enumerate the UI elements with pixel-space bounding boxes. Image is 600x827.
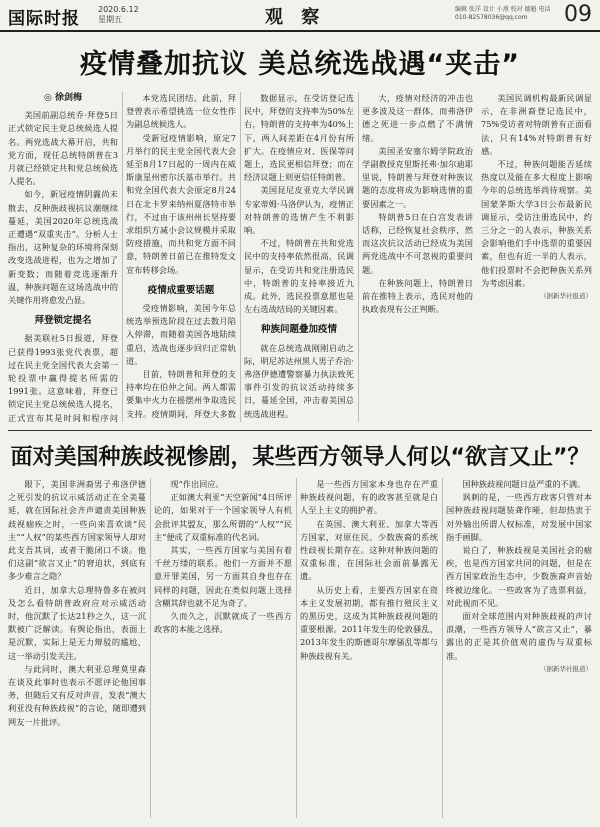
column-divider — [358, 92, 359, 422]
article2-col1 — [8, 478, 146, 818]
column-divider — [122, 92, 123, 422]
paragraph: 在种族问题上，特朗普日前在推特上表示，选民对他的执政表现有公正判断。 — [362, 277, 473, 315]
page-header — [0, 0, 600, 32]
paragraph: 受疫情影响，美国今年总统选举预选阶段在过去数月陷入停滞，而随着美国各地陆续重启，选战也逐步回归正常轨道。 — [126, 303, 236, 366]
paragraph: 美国圣安塞尔姆学院政治学副教授克里斯托弗·加尔迪耶里说，特朗普与拜登对种族议题的态度将成为影响选情的重要因素之一。 — [362, 145, 473, 209]
article2-headline: 面对美国种族歧视惨剧，某些西方领导人何以“欲言又止”？ — [10, 445, 590, 470]
column-divider — [296, 478, 297, 818]
subhead-nomination: 拜登锁定提名 — [34, 315, 92, 327]
paragraph: 美国昆尼皮亚克大学民调专家蒂姆·马洛伊认为，疫情正对特朗普的选情产生不利影响。 — [244, 185, 354, 236]
source-note: （据新华社报道） — [540, 664, 592, 673]
article2-col4 — [446, 478, 592, 818]
source-note: （据新华社报道） — [540, 292, 592, 301]
article1-col3 — [244, 92, 354, 422]
column-divider — [442, 478, 443, 818]
paragraph: 美国民调机构最新民调显示，在非洲裔登记选民中，75%受访者对特朗普有正面看法，只有14%对特朗普有好感。 — [481, 93, 592, 156]
paragraph: 从历史上看，主要西方国家在资本主义发展初期，都有推行殖民主义的黑历史，这成为其种族歧视问题的重要根源。2011年发生的伦敦骚乱，2013年发生的斯德哥尔摩骚乱等都与种族歧视有关。 — [300, 584, 438, 661]
paragraph — [244, 421, 354, 422]
paragraph: 国种族歧视问题日益严重的不满。 — [462, 479, 586, 489]
article2-col2 — [154, 478, 292, 818]
paragraph: 就在总统选战刚刚启动之际，明尼苏达州黑人男子乔治·弗洛伊德遭警察暴力执法致死事件引发的抗议活动持续多日，蔓延全国，冲击着美国总统选战进程。 — [244, 342, 354, 419]
paragraph: 不过，种族问题能否延续热度以及能在多大程度上影响今年的总统选举尚待观察。美国蒙茅斯大学3日公布最新民调显示，受访注册选民中，约三分之一的人表示，种族关系会影响他们手中选票的重要因素，但也有近一半的人表示，他们投票时不会把种族关系列为考虑因素。 — [481, 159, 592, 288]
byline: ◎ 徐剑梅 — [44, 93, 82, 103]
paragraph: 不过，特朗普在共和党选民中的支持率依然很高，民调显示，在受访共和党注册选民中，特朗普的支持率接近九成。此外，选民投票意愿也是左右选战结局的关键因素。 — [244, 238, 354, 315]
paragraph: 据美联社5日报道，拜登已获得1993张党代表票，超过在民主党全国代表大会第一轮投票中赢得提名所需的1991张。这意味着，拜登已锁定民主党总统候选人提名，正式宣布其是时间和程序问 — [8, 333, 118, 422]
paragraph: 目前，特朗普和拜登的支持率均在伯仲之间。两人都需要集中火力在摇摆州争取选民支持。疫情期间，拜登大多数 — [126, 369, 236, 419]
article1-col2 — [126, 92, 236, 422]
paragraph: 是一些西方国家本身也存在严重种族歧视问题，有的政客甚至就是白人至上主义的拥护者。 — [300, 479, 438, 516]
article1-col4 — [362, 92, 592, 422]
issue-date: 2020.6.12 — [98, 5, 139, 14]
article1-col1 — [8, 92, 118, 422]
column-divider — [240, 92, 241, 422]
paragraph: 在英国、澳大利亚、加拿大等西方国家，对原住民、少数族裔的系统性歧视长期存在。这种对种族问题的双重标准，在国际社会面前暴露无遗。 — [300, 518, 438, 582]
paragraph: 讽刺的是，一些西方政客只管对本国种族歧视问题装聋作哑，但却热衷于对外输出所谓人权标准，对发展中国家指手画脚。 — [446, 492, 592, 542]
paragraph: 本党选民团结。此前，拜登曾表示希望挑选一位女性作为副总统候选人。 — [126, 93, 236, 130]
paragraph: 数据显示，在受访登记选民中，拜登的支持率为50%左右，特朗普的支持率为40%上下，两人间差距在4月份有所扩大。在疫情应对、医保等问题上，选民更相信拜登；而在经济议题上则更信任特朗普。 — [244, 93, 354, 183]
paragraph: 如今，新冠疫情阴霾尚未散去，反种族歧视抗议潮继续蔓延，美国2020年总统选战正遭遇“双重夹击”。分析人士指出，这种复杂的环境将深刻改变选战进程，也为之增加了新变数；而随着竞选逐渐升温，种族问题在这场选战中的关键作用将愈发凸显。 — [8, 189, 118, 306]
paragraph: 特朗普5日在白宫发表讲话称，已经恢复社会秩序，然而这次抗议活动已经成为美国两党选战中不可忽视的重要问题。 — [362, 211, 473, 275]
subhead-epidemic: 疫情成重要话题 — [147, 284, 215, 296]
editor-credits: 编辑 张洋 设计 小燕 校对 德魁 电话 010-82578036@qq.com — [455, 6, 551, 21]
paragraph: 现“作出回应。 — [170, 479, 224, 489]
section-rule — [8, 430, 592, 431]
paragraph: 大，疫情对经济的冲击也更多波及这一群体，而弗洛伊德之死进一步点燃了不满情绪。 — [362, 93, 473, 143]
issue-weekday: 星期五 — [98, 15, 122, 24]
paragraph: 眼下，美国非洲裔男子弗洛伊德之死引发的抗议示威活动正在全美蔓延，就在国际社会齐声谴责美国种族歧视痼疾之时，一些向来喜欢谈“民主”“人权”的某些西方国家领导人却对此支吾其词，或者干脆闭口不谈。他们这副“欲言又止”的窘迫状，到底有多少难言之隐？ — [8, 479, 146, 582]
section-title: 观 察 — [265, 7, 326, 28]
paragraph: 受新冠疫情影响，原定7月举行的民主党全国代表大会延至8月17日起的一周内在威斯康星州密尔沃基市举行。共和党全国代表大会原定8月24日在北卡罗来纳州夏洛特市举行，不过由于该州州长坚持要求组织方减小会议规模并采取防疫措施，而共和党方面不同意，特朗普日前已在推特发文宣布转移会场。 — [126, 132, 236, 275]
article1-headline: 疫情叠加抗议 美总统选战遇“夹击” — [80, 49, 520, 80]
column-divider — [150, 478, 151, 818]
article2-col3 — [300, 478, 438, 818]
masthead: 国际时报 — [8, 9, 80, 29]
paragraph: 美国前副总统乔·拜登5日正式锁定民主党总统候选人提名。两党选战大幕开启，共和党方面，现任总统特朗普在3月就已经锁定共和党总统候选人提名。 — [8, 110, 118, 187]
paragraph: 其实，一些西方国家与美国有着千丝万缕的联系。他们一方面并不愿意开罪美国，另一方面其自身也存在同样的问题，因此在类似问题上选择含糊其辞也就不足为奇了。 — [154, 545, 292, 608]
subhead-race: 种族问题叠加疫情 — [260, 324, 337, 336]
paragraph: 正如澳大利亚“天空新闻”4日所评论的，如果对于一个国家领导人有机会批评其盟友，那么所谓的“人权”“民主”便成了双重标准的代名词。 — [154, 492, 292, 542]
paragraph: 面对全球范围内对种族歧视的声讨浪潮，一些西方领导人“欲言又止”，暴露出的正是其价值观的虚伪与双重标准。 — [446, 611, 592, 661]
paragraph: 说白了，种族歧视是美国社会的痼疾，也是西方国家共同的问题，但是在西方国家政治生态中，少数族裔声音始终被边缘化。一些政客为了选票利益，对此视而不见。 — [446, 545, 592, 608]
date-block — [98, 5, 139, 25]
paragraph: 与此同时，澳大利亚总理莫里森在谈及此事时也表示不愿评论他国事务，但随后又有反对声音，发表“澳大利亚没有种族歧视”的言论，随即遭到网友一片批评。 — [8, 663, 146, 727]
paragraph: 近日，加拿大总理特鲁多在被问及怎么看特朗普政府应对示威活动时，他沉默了长达21秒之久，这一沉默被广泛解读。有舆论指出，表面上是沉默，实际上是无力辩驳的尴尬，这一举动引发关注。 — [8, 584, 146, 661]
paragraph: 久而久之，沉默就成了一些西方政客的本能之选择。 — [154, 611, 292, 635]
page-number: 09 — [564, 2, 592, 27]
